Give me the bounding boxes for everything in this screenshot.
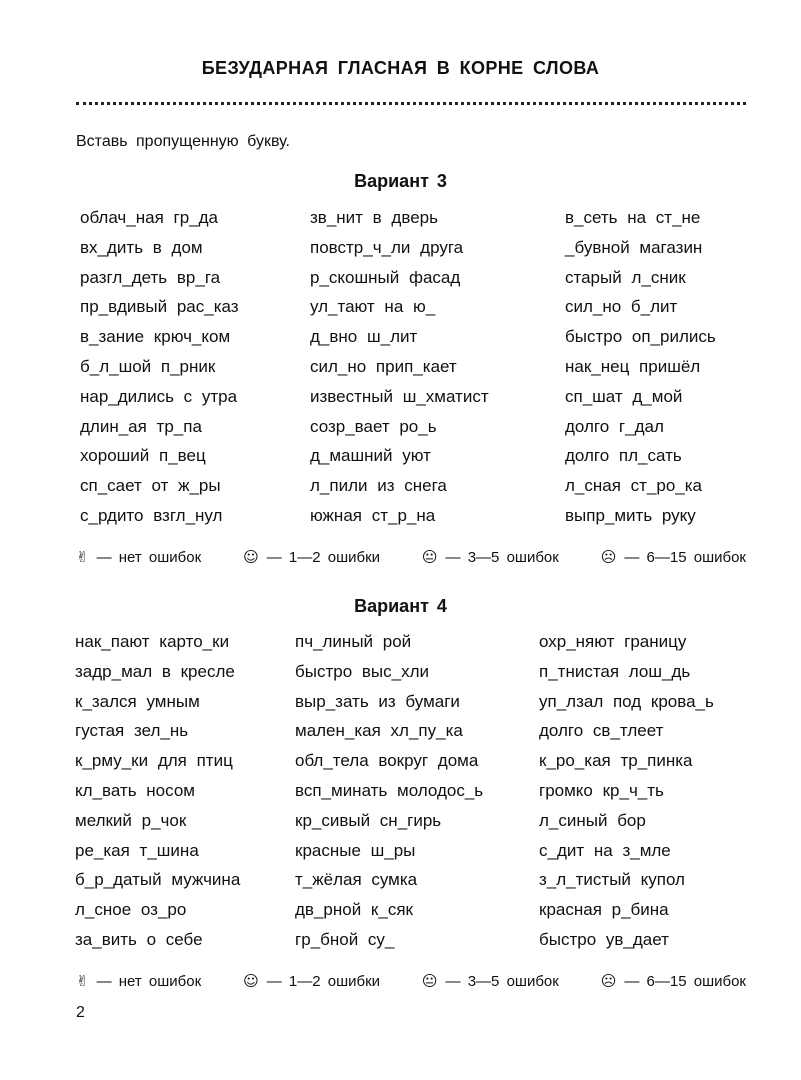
legend-entry	[243, 972, 380, 990]
exercise-phrase: п_тнистая лош_дь	[539, 661, 691, 681]
exercise-phrase: кл_вать носом	[75, 780, 195, 800]
smiling-face-icon: ☺	[243, 972, 259, 990]
exercise-phrase: сил_но б_лит	[565, 297, 678, 317]
exercise-phrase: созр_вает ро_ь	[310, 416, 437, 436]
exercise-phrase: выр_зать из бумаги	[295, 691, 460, 711]
dotted-divider	[76, 102, 746, 105]
exercise-phrase: пр_вдивый рас_каз	[80, 297, 239, 317]
legend-text: — нет ошибок	[96, 548, 202, 566]
legend-text: — 3—5 ошибок	[445, 548, 559, 566]
exercise-phrase: известный ш_хматист	[310, 386, 489, 406]
exercise-phrase: д_вно ш_лит	[310, 327, 418, 347]
exercise-phrase: в_сеть на ст_не	[565, 208, 701, 227]
exercise-phrase: л_синый бор	[539, 810, 646, 830]
frowning-face-icon: ☹	[600, 972, 617, 990]
exercise-phrase: выпр_мить руку	[565, 505, 696, 525]
exercise-phrase: л_сная ст_ро_ка	[565, 476, 703, 496]
exercise-phrase: охр_няют границу	[539, 632, 687, 651]
hand-icon: ✌	[76, 548, 89, 566]
exercise-phrase: сп_сает от ж_ры	[80, 476, 221, 496]
exercise-phrase: быстро ув_дает	[539, 929, 669, 949]
variant-3-title: Вариант 3	[354, 171, 447, 191]
legend-text: — 1—2 ошибки	[266, 548, 381, 566]
smiling-face-icon: ☺	[243, 548, 259, 566]
exercise-phrase: облач_ная гр_да	[80, 208, 218, 227]
exercise-phrase: зв_нит в дверь	[310, 208, 438, 227]
exercise-phrase: громко кр_ч_ть	[539, 780, 664, 800]
legend-text: — 6—15 ошибок	[624, 972, 746, 990]
exercise-phrase: з_л_тистый купол	[539, 870, 685, 890]
exercise-phrase: б_р_датый мужчина	[75, 870, 241, 890]
exercise-phrase: южная ст_р_на	[310, 505, 436, 525]
exercise-phrase: обл_тела вокруг дома	[295, 751, 479, 771]
exercise-phrase: б_л_шой п_рник	[80, 356, 216, 376]
exercise-phrase: быстро выс_хли	[295, 661, 429, 681]
exercise-phrase: долго г_дал	[565, 416, 664, 436]
exercise-phrase: за_вить о себе	[75, 929, 203, 949]
exercise-phrase: сп_шат д_мой	[565, 386, 683, 406]
exercise-phrase: к_зался умным	[75, 691, 200, 711]
exercise-phrase: к_рму_ки для птиц	[75, 751, 233, 771]
exercise-phrase: пч_линый рой	[295, 632, 412, 651]
exercise-phrase: т_жёлая сумка	[295, 870, 418, 890]
exercise-phrase: _бувной магазин	[565, 237, 703, 257]
exercise-phrase: кр_сивый сн_гирь	[295, 810, 442, 830]
legend-entry	[422, 548, 559, 566]
legend-entry	[243, 548, 380, 566]
page-number: 2	[76, 1004, 85, 1021]
exercise-phrase: долго пл_сать	[565, 446, 682, 466]
variant-4-title: Вариант 4	[354, 596, 447, 616]
variant-4-column-3	[539, 627, 714, 955]
exercise-phrase: к_ро_кая тр_пинка	[539, 751, 693, 771]
exercise-phrase: нар_дились с утра	[80, 386, 238, 406]
exercise-phrase: р_скошный фасад	[310, 267, 461, 287]
exercise-phrase: ре_кая т_шина	[75, 840, 199, 860]
exercise-phrase: красные ш_ры	[295, 840, 416, 860]
variant-4-column-1	[75, 627, 240, 955]
exercise-phrase: быстро оп_рились	[565, 327, 716, 347]
exercise-phrase: в_зание крюч_ком	[80, 327, 231, 347]
exercise-phrase: д_машний уют	[310, 446, 431, 466]
exercise-phrase: л_сное оз_ро	[75, 900, 187, 920]
grading-legend-variant-3	[76, 548, 746, 566]
legend-entry	[601, 972, 746, 990]
grading-legend-variant-4	[76, 972, 746, 990]
exercise-phrase: с_дит на з_мле	[539, 840, 671, 860]
legend-entry	[76, 972, 201, 990]
neutral-face-icon: 😐	[421, 548, 438, 566]
exercise-phrase: всп_минать молодос_ь	[295, 780, 484, 800]
variant-3-column-2	[310, 203, 489, 531]
exercise-phrase: гр_бной су_	[295, 929, 395, 949]
neutral-face-icon: 😐	[421, 972, 438, 990]
legend-text: — 3—5 ошибок	[445, 972, 559, 990]
exercise-phrase: хороший п_вец	[80, 446, 206, 466]
exercise-phrase: с_рдито взгл_нул	[80, 505, 223, 525]
page-title: БЕЗУДАРНАЯ ГЛАСНАЯ В КОРНЕ СЛОВА	[201, 58, 600, 78]
variant-4-column-2	[295, 627, 483, 955]
exercise-phrase: сил_но прип_кает	[310, 356, 457, 376]
exercise-phrase: вх_дить в дом	[80, 237, 203, 257]
exercise-phrase: дв_рной к_сяк	[295, 900, 413, 920]
legend-text: — нет ошибок	[96, 972, 202, 990]
frowning-face-icon: ☹	[600, 548, 617, 566]
legend-text: — 1—2 ошибки	[266, 972, 381, 990]
exercise-phrase: повстр_ч_ли друга	[310, 237, 464, 257]
exercise-phrase: длин_ая тр_па	[80, 416, 202, 436]
exercise-phrase: красная р_бина	[539, 900, 669, 920]
exercise-phrase: мелкий р_чок	[75, 810, 187, 830]
variant-3-column-1	[80, 203, 239, 531]
hand-icon: ✌	[76, 972, 89, 990]
legend-text: — 6—15 ошибок	[624, 548, 746, 566]
exercise-phrase: нак_пают карто_ки	[75, 632, 230, 651]
exercise-phrase: разгл_деть вр_га	[80, 267, 221, 287]
exercise-phrase: долго св_тлеет	[539, 721, 664, 741]
exercise-phrase: мален_кая хл_пу_ка	[295, 721, 463, 741]
legend-entry	[76, 548, 201, 566]
exercise-phrase: старый л_сник	[565, 267, 686, 287]
exercise-phrase: задр_мал в кресле	[75, 661, 235, 681]
legend-entry	[601, 548, 746, 566]
exercise-phrase: л_пили из снега	[310, 476, 447, 496]
exercise-phrase: ул_тают на ю_	[310, 297, 436, 317]
legend-entry	[422, 972, 559, 990]
exercise-phrase: уп_лзал под крова_ь	[539, 691, 714, 711]
variant-3-column-3	[565, 203, 716, 531]
instruction-text: Вставь пропущенную букву.	[76, 133, 290, 150]
exercise-phrase: густая зел_нь	[75, 721, 189, 741]
exercise-phrase: нак_нец пришёл	[565, 356, 701, 376]
